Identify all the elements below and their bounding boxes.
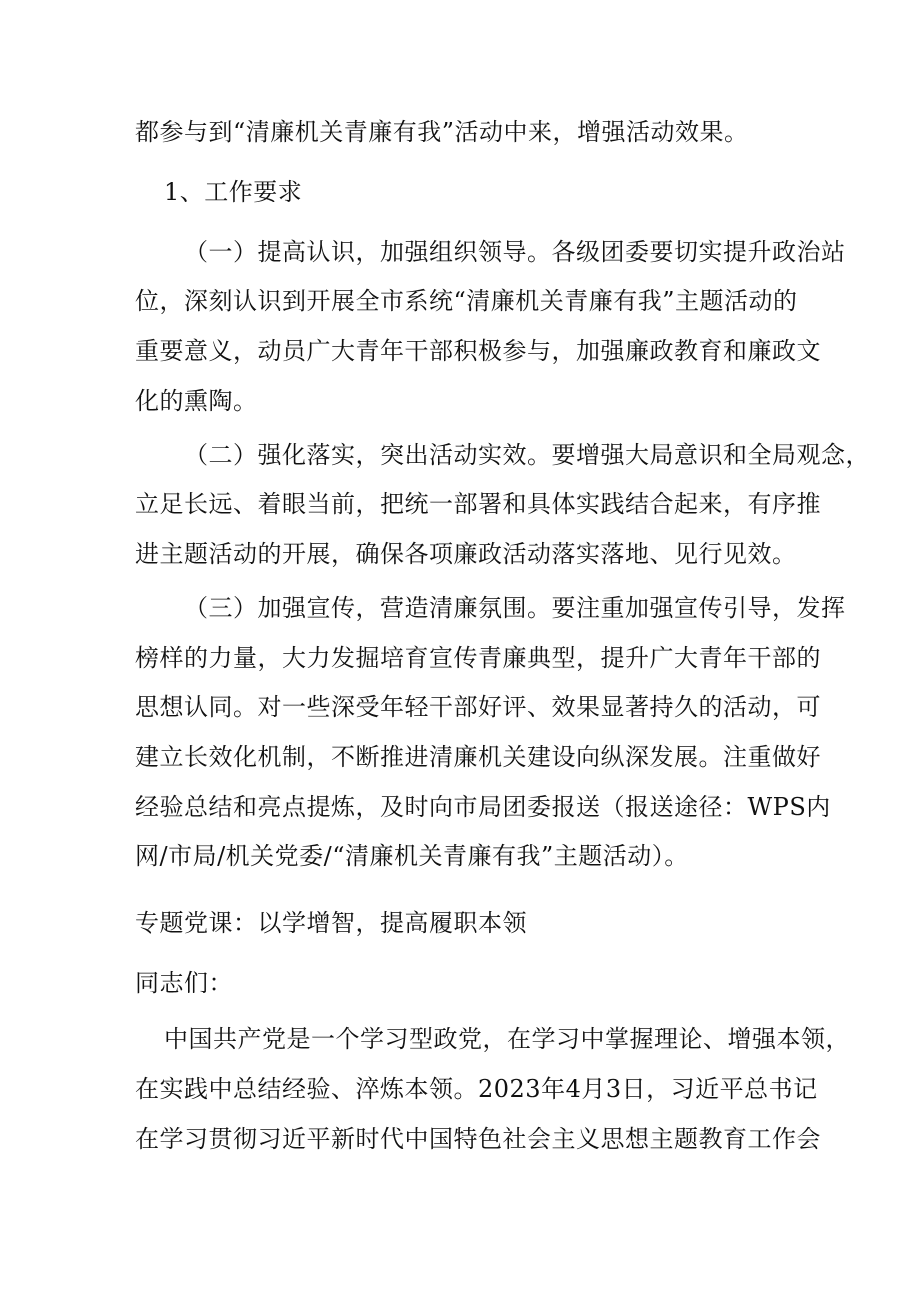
paragraph-line: 榜样的力量，大力发掘培育宣传青廉典型，提升广大青年干部的 [135,644,821,672]
section-heading: 1、工作要求 [164,178,303,206]
salutation: 同志们： [135,969,233,997]
paragraph-line: 在学习贯彻习近平新时代中国特色社会主义思想主题教育工作会 [135,1125,821,1153]
paragraph-line: 建立长效化机制，不断推进清廉机关建设向纵深发展。注重做好 [135,743,821,771]
paragraph-line: 思想认同。对一些深受年轻干部好评、效果显著持久的活动，可 [135,693,821,721]
paragraph-line: 在实践中总结经验、淬炼本领。2023年4月3日，习近平总书记 [135,1075,818,1103]
paragraph-line: 经验总结和亮点提炼，及时向市局团委报送（报送途径：WPS内 [135,793,831,821]
paragraph-line: （二）强化落实，突出活动实效。要增强大局意识和全局观念， [184,441,870,469]
paragraph-line: （一）提高认识，加强组织领导。各级团委要切实提升政治站 [184,238,846,266]
paragraph-line: 重要意义，动员广大青年干部积极参与，加强廉政教育和廉政文 [135,337,821,365]
paragraph-line: 进主题活动的开展，确保各项廉政活动落实落地、见行见效。 [135,540,797,568]
paragraph-line: 网/市局/机关党委/“清廉机关青廉有我”主题活动）。 [135,842,689,870]
paragraph-line: 立足长远、着眼当前，把统一部署和具体实践结合起来，有序推 [135,490,821,518]
paragraph-line: （三）加强宣传，营造清廉氛围。要注重加强宣传引导，发挥 [184,594,846,622]
paragraph-line: 化的熏陶。 [135,387,258,415]
lecture-title: 专题党课：以学增智，提高履职本领 [135,909,527,937]
paragraph-line: 位，深刻认识到开展全市系统“清廉机关青廉有我”主题活动的 [135,287,798,315]
paragraph-line: 都参与到“清廉机关青廉有我”活动中来，增强活动效果。 [135,118,749,146]
paragraph-line: 中国共产党是一个学习型政党，在学习中掌握理论、增强本领， [164,1025,850,1053]
